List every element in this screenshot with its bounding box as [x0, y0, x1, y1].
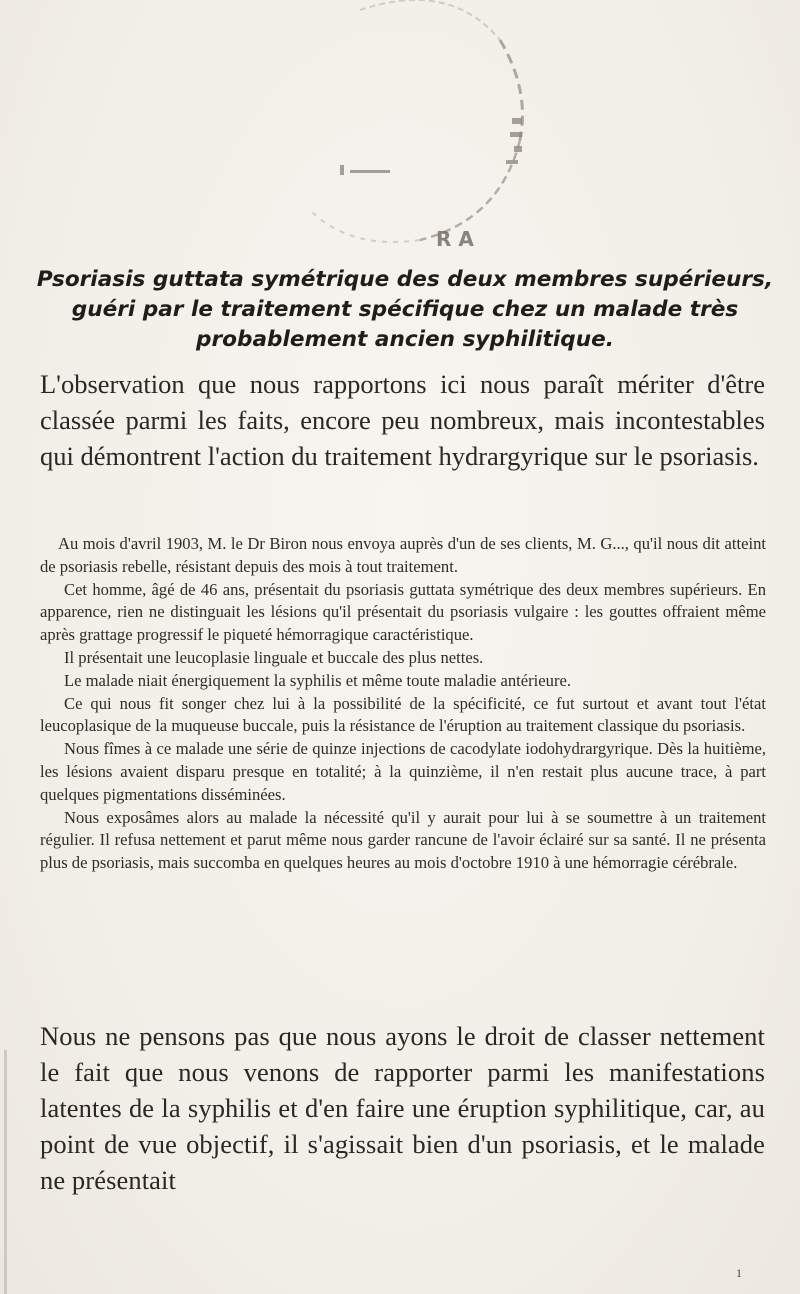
case-report [40, 533, 766, 875]
article-title: Psoriasis guttata symétrique des deux membres supérieurs, guéri par le traitement spécifique chez un malade très probablement ancien syphilitique. [36, 267, 774, 352]
case-paragraph: Ce qui nous fit songer chez lui à la possibilité de la spécificité, ce fut surtout et avant tout l'état leucoplasique de la muqueuse buccale, puis la résistance de l'éruption au traitement classique du psoriasis. [40, 693, 766, 736]
library-stamp [200, 0, 590, 250]
case-paragraph: Nous exposâmes alors au malade la nécessité qu'il y aurait pour lui à se soumettre à un traitement régulier. Il refusa nettement et parut même nous garder rancune de l'avoir éclairé sur sa santé. Il ne présenta plus de psoriasis, mais succomba en quelques heures au mois d'octobre 1910 à une hémorragie cérébrale. [40, 807, 766, 873]
lead-paragraph: L'observation que nous rapportons ici nous paraît mériter d'être classée parmi les faits, encore peu nombreux, mais incontestables qui démontrent l'action du traitement hydrargyrique sur le psoriasis. [40, 369, 765, 471]
binding-edge [4, 1050, 7, 1294]
case-paragraph: Au mois d'avril 1903, M. le Dr Biron nous envoya auprès d'un de ses clients, M. G..., qu'il nous dit atteint de psoriasis rebelle, résistant depuis des mois à tout traitement. [40, 534, 766, 576]
case-paragraph: Cet homme, âgé de 46 ans, présentait du psoriasis guttata symétrique des deux membres supérieurs. En apparence, rien ne distinguait les lésions qu'il présentait du psoriasis vulgaire : les gouttes offraient même après grattage progressif le piqueté hémorragique caractéristique. [40, 579, 766, 645]
case-paragraph: Il présentait une leucoplasie linguale et buccale des plus nettes. [64, 647, 484, 667]
stamp-letters: R A [436, 227, 474, 250]
case-paragraph: Nous fîmes à ce malade une série de quinze injections de cacodylate iodohydrargyrique. Dès la huitième, les lésions avaient disparu presque en totalité; à la quinzième, il n'en restait plus aucune trace, à part quelques pigmentations disséminées. [40, 739, 766, 804]
page-number: 1 [736, 1266, 742, 1280]
case-paragraph: Le malade niait énergiquement la syphilis et même toute maladie antérieure. [64, 670, 571, 690]
closing-paragraph: Nous ne pensons pas que nous ayons le droit de classer nettement le fait que nous venons de rapporter parmi les manifestations latentes de la syphilis et d'en faire une éruption syphilitique, car, au point de vue objectif, il s'agissait bien d'un psoriasis, et le malade ne présentait [40, 1021, 765, 1195]
